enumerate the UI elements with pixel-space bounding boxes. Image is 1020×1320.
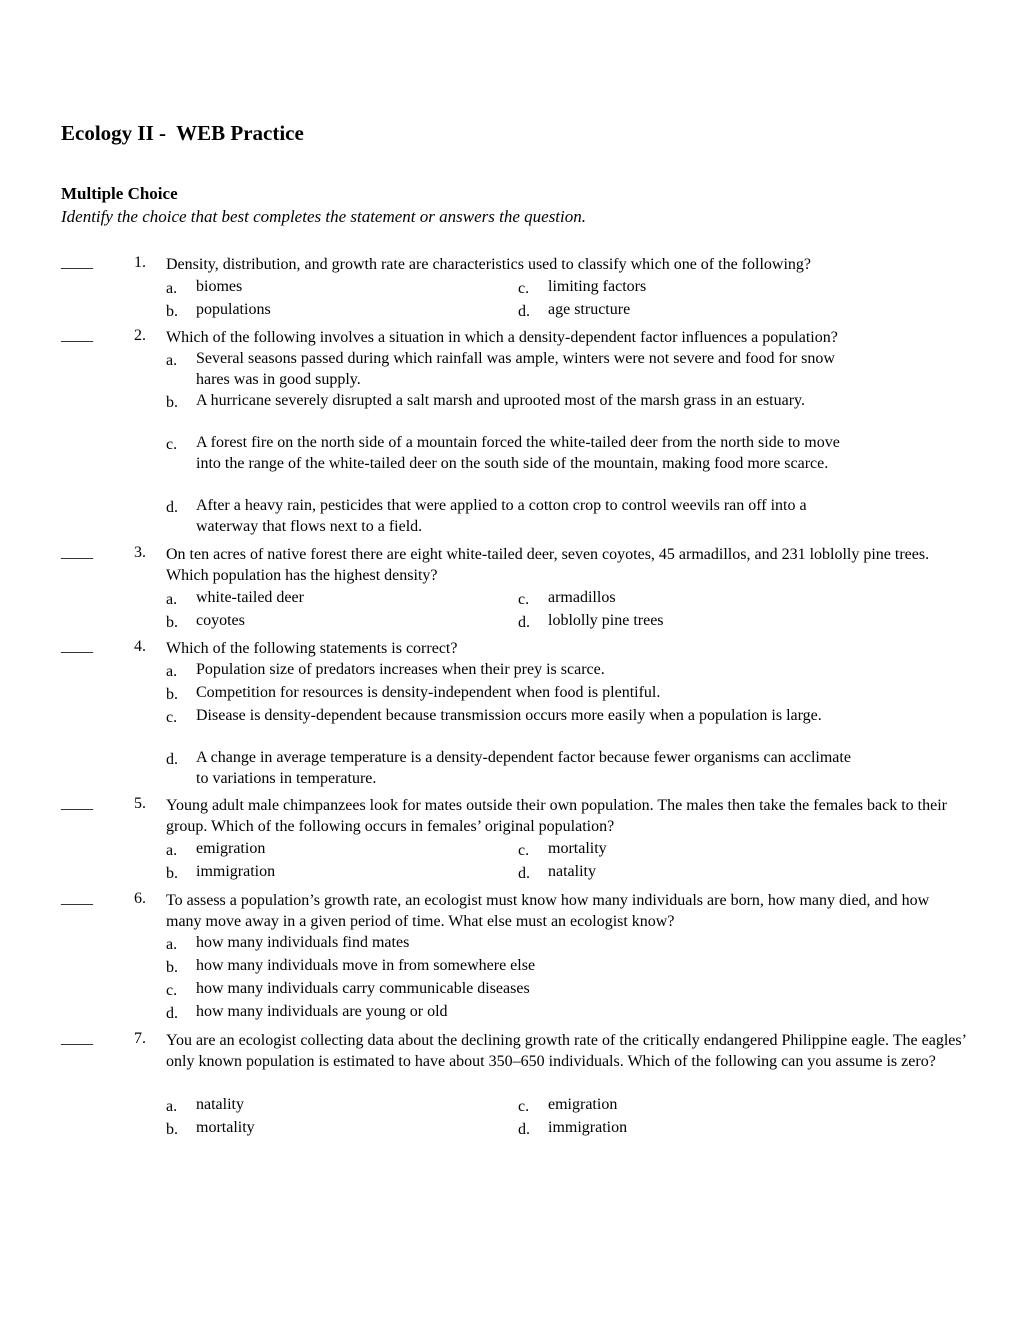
option-letter: c. <box>518 591 530 608</box>
option-letter: b. <box>166 394 178 411</box>
answer-blank[interactable]: ____ <box>61 327 93 344</box>
option-text: immigration <box>196 863 276 880</box>
option-letter: c. <box>518 842 530 859</box>
option-letter: a. <box>166 591 178 608</box>
option-letter: b. <box>166 865 178 882</box>
answer-blank[interactable]: ____ <box>61 795 93 812</box>
option-letter: c. <box>166 982 178 999</box>
option-letter: c. <box>166 709 178 726</box>
answer-blank[interactable]: ____ <box>61 1030 93 1047</box>
option-text: mortality <box>548 840 607 857</box>
question-stem: Which of the following involves a situation in which a density-dependent factor influences a population? <box>166 329 838 346</box>
option-text: emigration <box>196 840 266 857</box>
option-text: coyotes <box>196 612 245 629</box>
question-number: 1. <box>134 254 146 271</box>
option-text: immigration <box>548 1119 628 1136</box>
answer-blank[interactable]: ____ <box>61 890 93 907</box>
option-text: Competition for resources is density-independent when food is plentiful. <box>196 684 661 701</box>
option-letter: a. <box>166 352 178 369</box>
question-stem: To assess a population’s growth rate, an ecologist must know how many individuals are born, how many died, and how many move away in a given period of time. What else must an ecologist know? <box>166 892 930 930</box>
option-text: A change in average temperature is a density-dependent factor because fewer organisms can acclimate to variations in temperature. <box>196 749 851 787</box>
option-letter: d. <box>518 865 530 882</box>
option-letter: d. <box>518 614 530 631</box>
answer-blank[interactable]: ____ <box>61 544 93 561</box>
option-text: natality <box>196 1096 244 1113</box>
option-text: A forest fire on the north side of a mountain forced the white-tailed deer from the north side to move into the range of the white-tailed deer on the south side of the mountain, making food more scarce. <box>196 434 840 472</box>
option-letter: d. <box>166 1005 178 1022</box>
option-text: loblolly pine trees <box>548 612 664 629</box>
option-text: how many individuals find mates <box>196 934 410 951</box>
question-stem: Which of the following statements is correct? <box>166 640 458 657</box>
option-text: how many individuals carry communicable diseases <box>196 980 530 997</box>
option-text: Disease is density-dependent because transmission occurs more easily when a population is large. <box>196 707 822 724</box>
question-number: 2. <box>134 327 146 344</box>
option-letter: a. <box>166 280 178 297</box>
answer-blank[interactable]: ____ <box>61 254 93 271</box>
option-letter: b. <box>166 303 178 320</box>
option-letter: d. <box>166 751 178 768</box>
answer-blank[interactable]: ____ <box>61 638 93 655</box>
option-letter: b. <box>166 959 178 976</box>
option-text: biomes <box>196 278 243 295</box>
option-letter: a. <box>166 842 178 859</box>
question-stem: You are an ecologist collecting data about the declining growth rate of the critically endangered Philippine eagle. The eagles’ only known population is estimated to have about 350–650 individuals. Which of the following can you assume is zero? <box>166 1032 966 1070</box>
question-stem: Density, distribution, and growth rate are characteristics used to classify which one of the following? <box>166 256 811 273</box>
question-number: 7. <box>134 1030 146 1047</box>
option-letter: c. <box>518 280 530 297</box>
section-instructions: Identify the choice that best completes the statement or answers the question. <box>61 207 586 226</box>
option-letter: d. <box>166 499 178 516</box>
question-number: 4. <box>134 638 146 655</box>
option-text: populations <box>196 301 271 318</box>
option-letter: a. <box>166 936 178 953</box>
option-text: natality <box>548 863 596 880</box>
option-text: mortality <box>196 1119 255 1136</box>
option-letter: b. <box>166 614 178 631</box>
option-text: age structure <box>548 301 631 318</box>
page-title: Ecology II - WEB Practice <box>61 121 304 145</box>
option-letter: d. <box>518 1121 530 1138</box>
option-text: how many individuals are young or old <box>196 1003 448 1020</box>
question-number: 6. <box>134 890 146 907</box>
question-number: 5. <box>134 795 146 812</box>
question-stem: Young adult male chimpanzees look for mates outside their own population. The males then take the females back to their group. Which of the following occurs in females’ original population? <box>166 797 947 835</box>
option-text: A hurricane severely disrupted a salt marsh and uprooted most of the marsh grass in an estuary. <box>196 392 806 409</box>
option-text: emigration <box>548 1096 618 1113</box>
option-letter: a. <box>166 663 178 680</box>
option-letter: b. <box>166 686 178 703</box>
option-text: armadillos <box>548 589 616 606</box>
option-letter: d. <box>518 303 530 320</box>
option-letter: a. <box>166 1098 178 1115</box>
option-text: how many individuals move in from somewhere else <box>196 957 536 974</box>
section-title: Multiple Choice <box>61 184 178 203</box>
option-letter: b. <box>166 1121 178 1138</box>
option-text: white-tailed deer <box>196 589 304 606</box>
question-stem: On ten acres of native forest there are eight white-tailed deer, seven coyotes, 45 armadillos, and 231 loblolly pine trees. Which population has the highest density? <box>166 546 930 584</box>
option-text: After a heavy rain, pesticides that were applied to a cotton crop to control weevils ran off into a waterway that flows next to a field. <box>196 497 807 535</box>
option-text: Several seasons passed during which rainfall was ample, winters were not severe and food for snow hares was in good supply. <box>196 350 835 388</box>
option-text: Population size of predators increases when their prey is scarce. <box>196 661 605 678</box>
option-letter: c. <box>166 436 178 453</box>
option-letter: c. <box>518 1098 530 1115</box>
question-number: 3. <box>134 544 146 561</box>
option-text: limiting factors <box>548 278 647 295</box>
